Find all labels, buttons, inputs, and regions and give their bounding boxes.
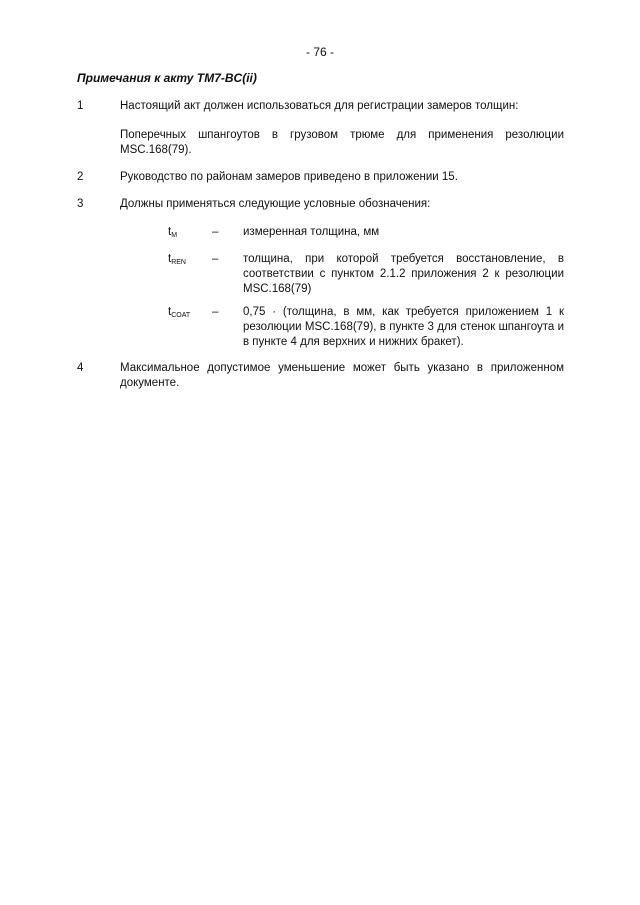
item-1-number: 1	[77, 100, 84, 112]
symbol-tren-dash: –	[212, 253, 219, 265]
item-4-number: 4	[77, 362, 84, 374]
item-1-text: Настоящий акт должен использоваться для регистрации замеров толщин:	[120, 100, 519, 112]
symbol-tcoat-dash: –	[212, 306, 219, 318]
symbol-tcoat-definition: 0,75 · (толщина, в мм, как требуется приложением 1 к резолюции MSC.168(79), в пункте 3 для стенок шпангоута и в пункте 4 для верхних и нижних бракет).	[243, 306, 564, 348]
symbol-tren-definition: толщина, при которой требуется восстановление, в соответствии с пунктом 2.1.2 приложения 2 к резолюции MSC.168(79)	[243, 253, 564, 295]
item-3-number: 3	[77, 198, 84, 210]
item-3-text: Должны применяться следующие условные обозначения:	[120, 198, 431, 210]
symbol-tm-dash: –	[212, 226, 219, 238]
symbol-tm: $t_M$	[168, 226, 178, 239]
page-number: - 76 -	[305, 45, 334, 59]
item-1-subtext: Поперечных шпангоутов в грузовом трюме для применения резолюции MSC.168(79).	[120, 129, 564, 156]
item-2-text: Руководство по районам замеров приведено в приложении 15.	[120, 171, 458, 183]
symbol-tcoat: $t_{COAT}$	[168, 306, 191, 319]
symbol-tm-definition: измеренная толщина, мм	[243, 226, 380, 238]
symbol-tren: $t_{REN}$	[168, 253, 186, 266]
item-4-text: Максимальное допустимое уменьшение может быть указано в приложенном документе.	[120, 362, 564, 389]
notes-title: Примечания к акту ТМ7-BC(ii)	[77, 71, 257, 85]
item-2-number: 2	[77, 171, 84, 183]
